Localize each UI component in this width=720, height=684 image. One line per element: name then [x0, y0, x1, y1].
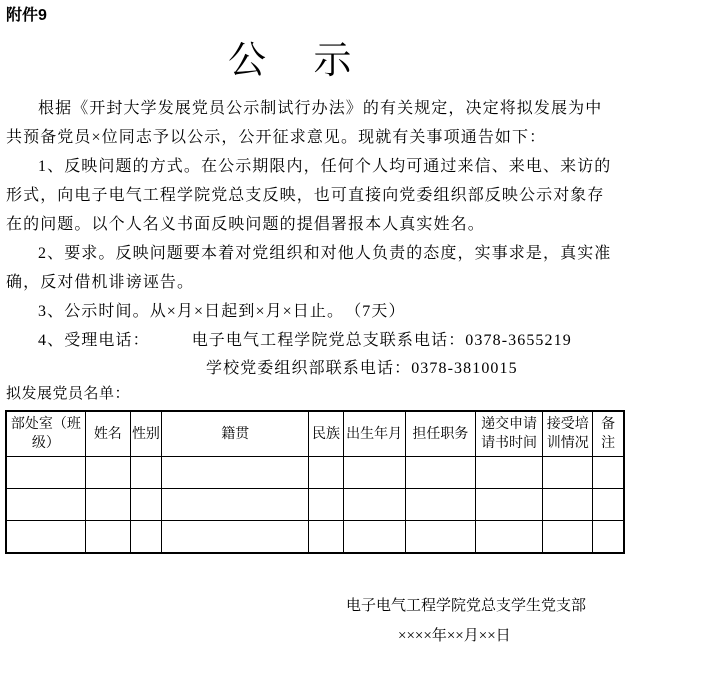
table-cell [543, 489, 593, 521]
col-header-position: 担任职务 [405, 411, 475, 457]
table-header-row [6, 411, 624, 457]
table-cell [130, 489, 161, 521]
table-cell [405, 489, 475, 521]
candidate-table [5, 410, 625, 554]
table-cell [343, 457, 405, 489]
table-cell [6, 489, 85, 521]
table-cell [543, 457, 593, 489]
table-cell [475, 457, 542, 489]
table-cell [130, 521, 161, 554]
table-cell [85, 489, 130, 521]
attachment-label: 附件9 [6, 7, 47, 24]
intro-paragraph: 根据《开封大学发展党员公示制试行办法》的有关规定，决定将拟发展为中共预备党员×位同志予以公示，公开征求意见。现就有关事项通告如下： [6, 100, 603, 146]
reflection-method-paragraph: 1、反映问题的方式。在公示期限内，任何个人均可通过来信、来电、来访的形式，向电子电气工程学院党总支反映，也可直接向党委组织部反映公示对象存在的问题。以个人名义书面反映问题的提倡署报本人真实姓名。 [6, 158, 612, 233]
table-cell [593, 489, 624, 521]
table-cell [85, 521, 130, 554]
table-cell [161, 521, 308, 554]
col-header-gender: 性别 [130, 411, 161, 457]
table-cell [405, 521, 475, 554]
table-cell [343, 521, 405, 554]
document-body [6, 94, 616, 406]
table-cell [161, 489, 308, 521]
table-cell [475, 489, 542, 521]
table-cell [85, 457, 130, 489]
table-cell [309, 489, 343, 521]
university-phone-text: 学校党委组织部联系电话：0378-3810015 [206, 360, 518, 377]
table-cell [593, 521, 624, 554]
table-cell [405, 457, 475, 489]
col-header-department: 部处室（班级） [6, 411, 85, 457]
col-header-birth-date: 出生年月 [343, 411, 405, 457]
table-cell [475, 521, 542, 554]
table-cell [6, 457, 85, 489]
table-row [6, 521, 624, 554]
col-header-ethnicity: 民族 [309, 411, 343, 457]
table-cell [130, 457, 161, 489]
table-cell [593, 457, 624, 489]
col-header-native-place: 籍贯 [161, 411, 308, 457]
table-cell [6, 521, 85, 554]
table-cell [543, 521, 593, 554]
hotline-label: 4、受理电话： [38, 332, 150, 349]
table-cell [343, 489, 405, 521]
college-phone-text: 电子电气工程学院党总支联系电话：0378-3655219 [191, 332, 572, 349]
table-cell [161, 457, 308, 489]
candidate-list-label: 拟发展党员名单： [6, 386, 131, 402]
col-header-application-date: 递交申请请书时间 [475, 411, 542, 457]
signature-date: ××××年××月××日 [398, 628, 511, 644]
table-row [6, 457, 624, 489]
signature-block [0, 596, 720, 646]
table-cell [309, 457, 343, 489]
document-title: 公 示 [228, 40, 352, 82]
signature-org: 电子电气工程学院党总支学生党支部 [346, 598, 587, 614]
hotline-paragraph [6, 326, 616, 355]
publicity-period-paragraph: 3、公示时间。从×月×日起到×月×日止。 （7天） [38, 303, 406, 320]
requirement-paragraph: 2、要求。反映问题要本着对党组织和对他人负责的态度，实事求是，真实准确，反对借机诽谤诬告。 [6, 245, 612, 291]
col-header-name: 姓名 [85, 411, 130, 457]
table-row [6, 489, 624, 521]
table-cell [309, 521, 343, 554]
col-header-remarks: 备注 [593, 411, 624, 457]
col-header-training-status: 接受培训情况 [543, 411, 593, 457]
